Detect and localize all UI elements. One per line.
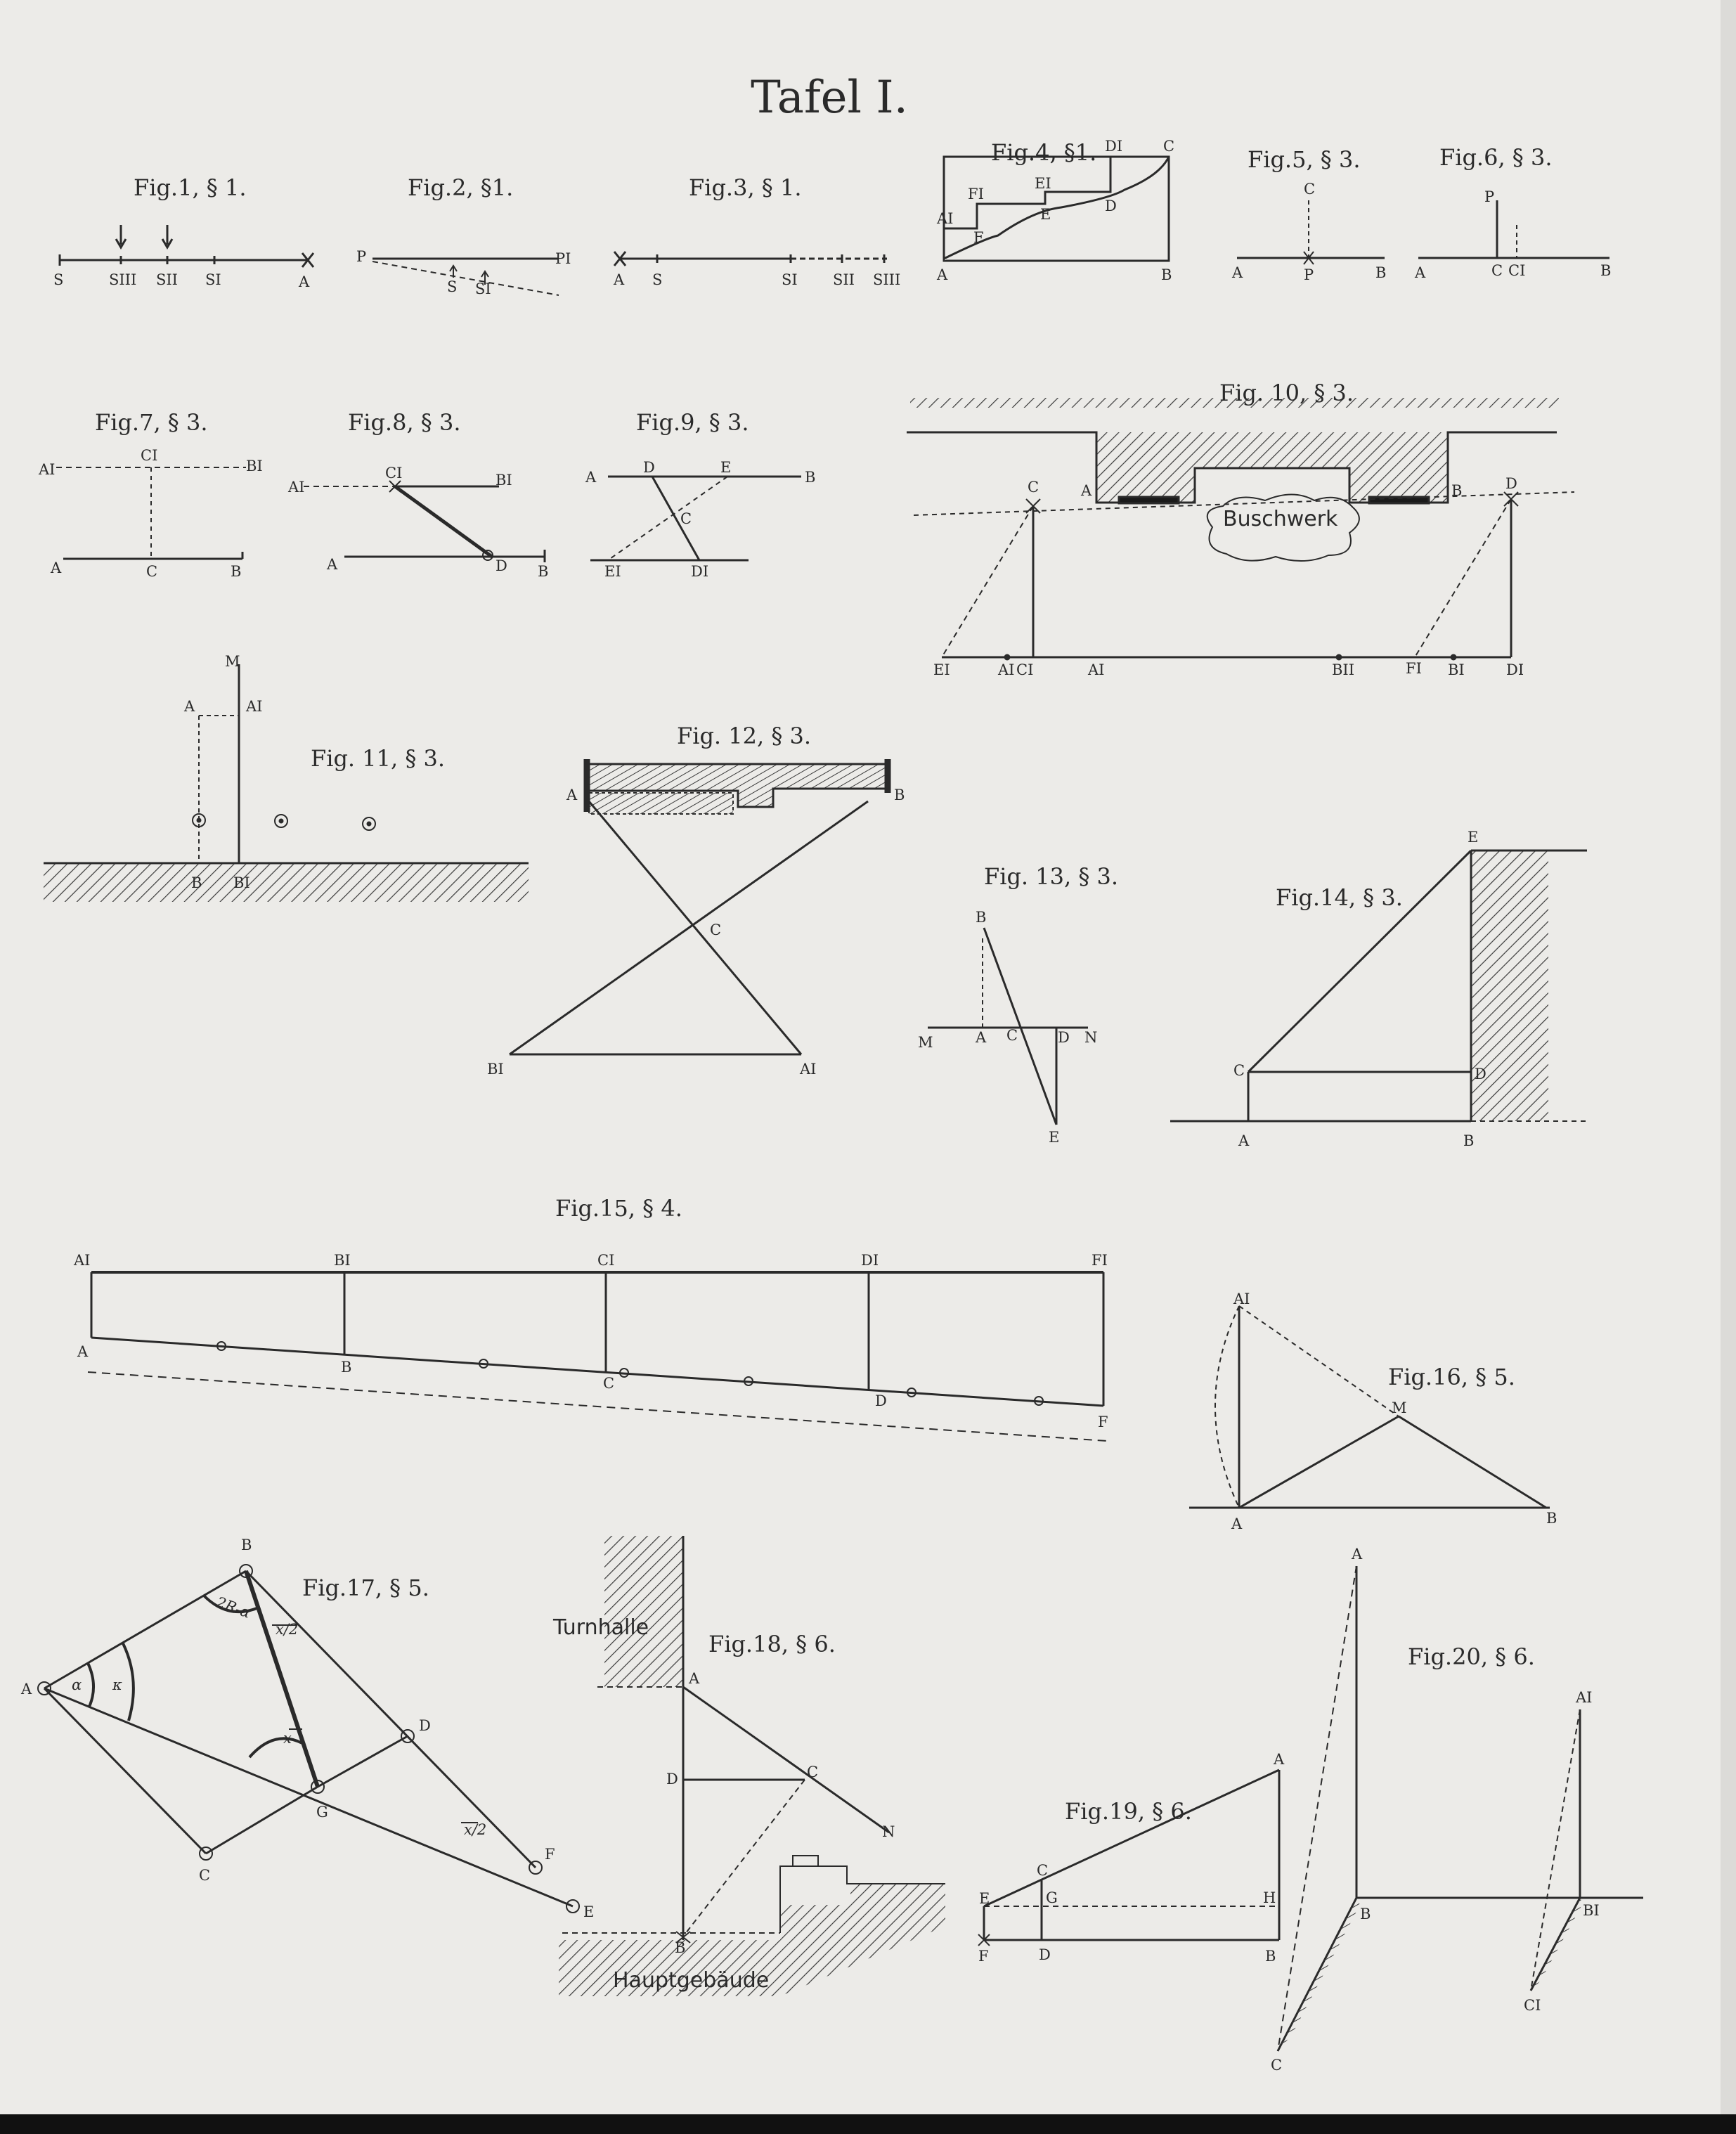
fig5-caption: Fig.5, § 3.: [1248, 146, 1361, 173]
fig20-point-label: A: [1352, 1546, 1363, 1563]
fig3-point-label: S: [652, 271, 663, 288]
fig4-point-label: E: [1040, 206, 1051, 223]
fig9-point-label: DI: [691, 563, 709, 580]
fig1-point-label: SI: [205, 271, 221, 288]
fig7-point-label: A: [51, 560, 62, 576]
fig4-point-label: D: [1105, 198, 1117, 214]
fig10-caption: Fig. 10, § 3.: [1219, 380, 1354, 406]
fig17-angle-label: α: [72, 1676, 82, 1693]
fig19-point-label: F: [978, 1948, 989, 1965]
fig12-point-label: AI: [800, 1061, 817, 1078]
fig6-point-label: A: [1415, 264, 1426, 281]
hauptgebaeude-label: Hauptgebäude: [613, 1968, 770, 1993]
fig18-point-label: A: [689, 1670, 700, 1687]
fig6-point-label: B: [1600, 262, 1612, 279]
fig10-point-label: A: [1081, 482, 1092, 499]
fig15-point-label: DI: [861, 1252, 879, 1269]
fig12-point-label: C: [710, 922, 722, 938]
fig2-point-label: S: [447, 278, 458, 295]
fig2-point-label: P: [356, 248, 367, 265]
fig16-point-label: M: [1392, 1399, 1407, 1416]
fig9-point-label: E: [720, 459, 732, 476]
fig14-point-label: D: [1475, 1066, 1486, 1082]
fig10-point-label: AI: [998, 661, 1015, 678]
fig4-point-label: A: [937, 266, 948, 283]
fig8-point-label: AI: [288, 479, 305, 496]
fig14-point-label: A: [1238, 1132, 1250, 1149]
fig17-angle-label: κ: [112, 1676, 122, 1693]
fig20-point-label: C: [1271, 2057, 1283, 2074]
fig12-caption: Fig. 12, § 3.: [677, 723, 812, 749]
fig7-caption: Fig.7, § 3.: [95, 409, 208, 436]
fig15-point-label: D: [875, 1392, 887, 1409]
fig10-point-label: C: [1028, 479, 1039, 496]
fig4-point-label: AI: [937, 210, 954, 227]
plate-title: Tafel I.: [751, 72, 908, 124]
fig14-caption: Fig.14, § 3.: [1276, 884, 1403, 911]
fig19-point-label: A: [1274, 1751, 1285, 1768]
fig1-point-label: SII: [156, 271, 178, 288]
fig13-point-label: A: [976, 1029, 987, 1046]
fig15-point-label: BI: [334, 1252, 351, 1269]
fig9-point-label: D: [643, 459, 655, 476]
fig6-caption: Fig.6, § 3.: [1439, 144, 1553, 171]
fig16-point-label: B: [1546, 1510, 1557, 1527]
fig6-point-label: P: [1484, 188, 1495, 205]
fig13-point-label: M: [918, 1034, 933, 1051]
fig6-point-label: CI: [1508, 262, 1526, 279]
fig7-point-label: AI: [39, 461, 56, 478]
fig10-point-label: D: [1505, 475, 1517, 492]
fig13-point-label: C: [1006, 1027, 1018, 1044]
fig13-point-label: D: [1058, 1029, 1070, 1046]
fig3-point-label: SI: [782, 271, 798, 288]
fig10-point-label: DI: [1506, 661, 1524, 678]
fig17-angle-label: 2R-α: [214, 1593, 253, 1622]
fig8-point-label: CI: [385, 465, 403, 481]
fig4-point-label: EI: [1035, 175, 1051, 192]
fig15-point-label: AI: [74, 1252, 91, 1269]
fig3-point-label: SII: [833, 271, 855, 288]
fig15-caption: Fig.15, § 4.: [555, 1195, 682, 1222]
fig17-point-label: G: [316, 1804, 328, 1821]
fig8-point-label: BI: [495, 472, 512, 489]
fig13-point-label: N: [1084, 1029, 1098, 1046]
fig12-point-label: B: [894, 787, 905, 803]
fig5-point-label: B: [1375, 264, 1387, 281]
fig15-point-label: A: [77, 1343, 89, 1360]
fig10-point-label: AI: [1088, 661, 1105, 678]
fig17-angle-label: x/2: [276, 1621, 299, 1638]
fig6-point-label: C: [1491, 262, 1503, 279]
fig2-point-label: PI: [555, 250, 571, 267]
fig8-point-label: A: [327, 556, 338, 573]
fig20-point-label: AI: [1576, 1689, 1593, 1706]
fig14-point-label: E: [1468, 829, 1479, 846]
fig1-point-label: S: [53, 271, 64, 288]
fig9-point-label: EI: [604, 563, 621, 580]
fig2-caption: Fig.2, §1.: [408, 174, 514, 201]
fig17-point-label: C: [199, 1867, 211, 1884]
fig3-caption: Fig.3, § 1.: [689, 174, 802, 201]
fig5-point-label: P: [1304, 266, 1314, 283]
fig19-point-label: E: [979, 1890, 990, 1907]
fig17-point-label: F: [545, 1846, 555, 1863]
fig19-point-label: C: [1037, 1862, 1049, 1879]
fig14-point-label: C: [1233, 1062, 1245, 1079]
fig9-caption: Fig.9, § 3.: [636, 409, 749, 436]
fig1-caption: Fig.1, § 1.: [134, 174, 247, 201]
fig17-angle-label: x/2: [464, 1821, 487, 1838]
fig18-point-label: N: [882, 1823, 895, 1840]
fig17-point-label: D: [419, 1717, 431, 1734]
fig16-point-label: AI: [1233, 1291, 1250, 1307]
fig17-angle-label: x: [283, 1730, 292, 1747]
fig18-point-label: D: [666, 1771, 678, 1787]
fig19-point-label: D: [1039, 1946, 1051, 1963]
fig20-point-label: BI: [1583, 1902, 1600, 1919]
fig8-caption: Fig.8, § 3.: [348, 409, 461, 436]
fig15-point-label: C: [603, 1375, 615, 1392]
fig1-point-label: SIII: [109, 271, 137, 288]
fig11-point-label: A: [184, 698, 195, 715]
fig10-point-label: BI: [1448, 661, 1465, 678]
fig18-caption: Fig.18, § 6.: [708, 1631, 836, 1657]
fig11-point-label: BI: [233, 874, 250, 891]
fig16-point-label: A: [1231, 1515, 1243, 1532]
fig20-point-label: B: [1360, 1906, 1371, 1922]
fig10-point-label: B: [1451, 482, 1463, 499]
fig3-point-label: SIII: [873, 271, 901, 288]
fig4-caption: Fig.4, §1.: [991, 139, 1097, 166]
fig4-point-label: F: [973, 229, 984, 246]
fig15-point-label: FI: [1092, 1252, 1108, 1269]
fig11-caption: Fig. 11, § 3.: [311, 745, 446, 772]
buschwerk-label: Buschwerk: [1223, 507, 1338, 531]
fig9-point-label: B: [805, 469, 816, 486]
fig10-point-label: EI: [933, 661, 950, 678]
fig12-point-label: BI: [487, 1061, 504, 1078]
fig4-point-label: FI: [968, 186, 984, 202]
fig18-point-label: B: [675, 1939, 686, 1956]
fig7-point-label: BI: [246, 458, 263, 474]
fig15-point-label: B: [341, 1359, 352, 1376]
fig17-point-label: E: [583, 1903, 595, 1920]
fig7-point-label: B: [231, 563, 242, 580]
fig17-caption: Fig.17, § 5.: [302, 1574, 429, 1601]
fig10-point-label: FI: [1406, 660, 1422, 677]
fig4-point-label: C: [1163, 138, 1175, 155]
page-bottom-edge: [0, 2114, 1736, 2134]
fig11-point-label: B: [191, 874, 202, 891]
fig9-point-label: C: [680, 510, 692, 527]
fig14-point-label: B: [1463, 1132, 1475, 1149]
fig11-point-label: M: [225, 653, 240, 670]
fig20-caption: Fig.20, § 6.: [1408, 1643, 1535, 1670]
fig13-point-label: B: [976, 909, 987, 926]
fig9-point-label: A: [585, 469, 597, 486]
fig12-point-label: A: [566, 787, 578, 803]
fig13-point-label: E: [1049, 1129, 1060, 1146]
fig19-point-label: H: [1263, 1889, 1276, 1906]
fig4-point-label: DI: [1105, 138, 1123, 155]
fig5-point-label: C: [1304, 181, 1316, 198]
fig11-point-label: AI: [246, 698, 263, 715]
fig8-point-label: B: [538, 563, 549, 580]
fig10-point-label: BII: [1332, 661, 1355, 678]
fig5-point-label: A: [1232, 264, 1243, 281]
fig19-point-label: B: [1265, 1948, 1276, 1965]
fig10-point-label: CI: [1016, 661, 1034, 678]
fig4-point-label: B: [1161, 266, 1172, 283]
fig20-point-label: CI: [1524, 1997, 1541, 2014]
fig15-point-label: F: [1098, 1414, 1108, 1430]
fig16-caption: Fig.16, § 5.: [1388, 1364, 1515, 1390]
turnhalle-label: Turnhalle: [553, 1615, 649, 1640]
fig1-point-label: A: [299, 273, 310, 290]
fig3-point-label: A: [614, 271, 625, 288]
fig15-point-label: CI: [597, 1252, 615, 1269]
fig17-point-label: A: [21, 1681, 32, 1698]
page-right-edge: [1721, 0, 1736, 2134]
fig2-point-label: SI: [475, 280, 491, 297]
fig19-point-label: G: [1046, 1889, 1058, 1906]
fig8-point-label: D: [495, 557, 507, 574]
fig13-caption: Fig. 13, § 3.: [984, 863, 1119, 890]
fig17-point-label: B: [241, 1537, 252, 1553]
fig7-point-label: C: [146, 563, 158, 580]
fig7-point-label: CI: [141, 447, 158, 464]
fig19-caption: Fig.19, § 6.: [1065, 1798, 1192, 1825]
fig18-point-label: C: [807, 1764, 819, 1780]
